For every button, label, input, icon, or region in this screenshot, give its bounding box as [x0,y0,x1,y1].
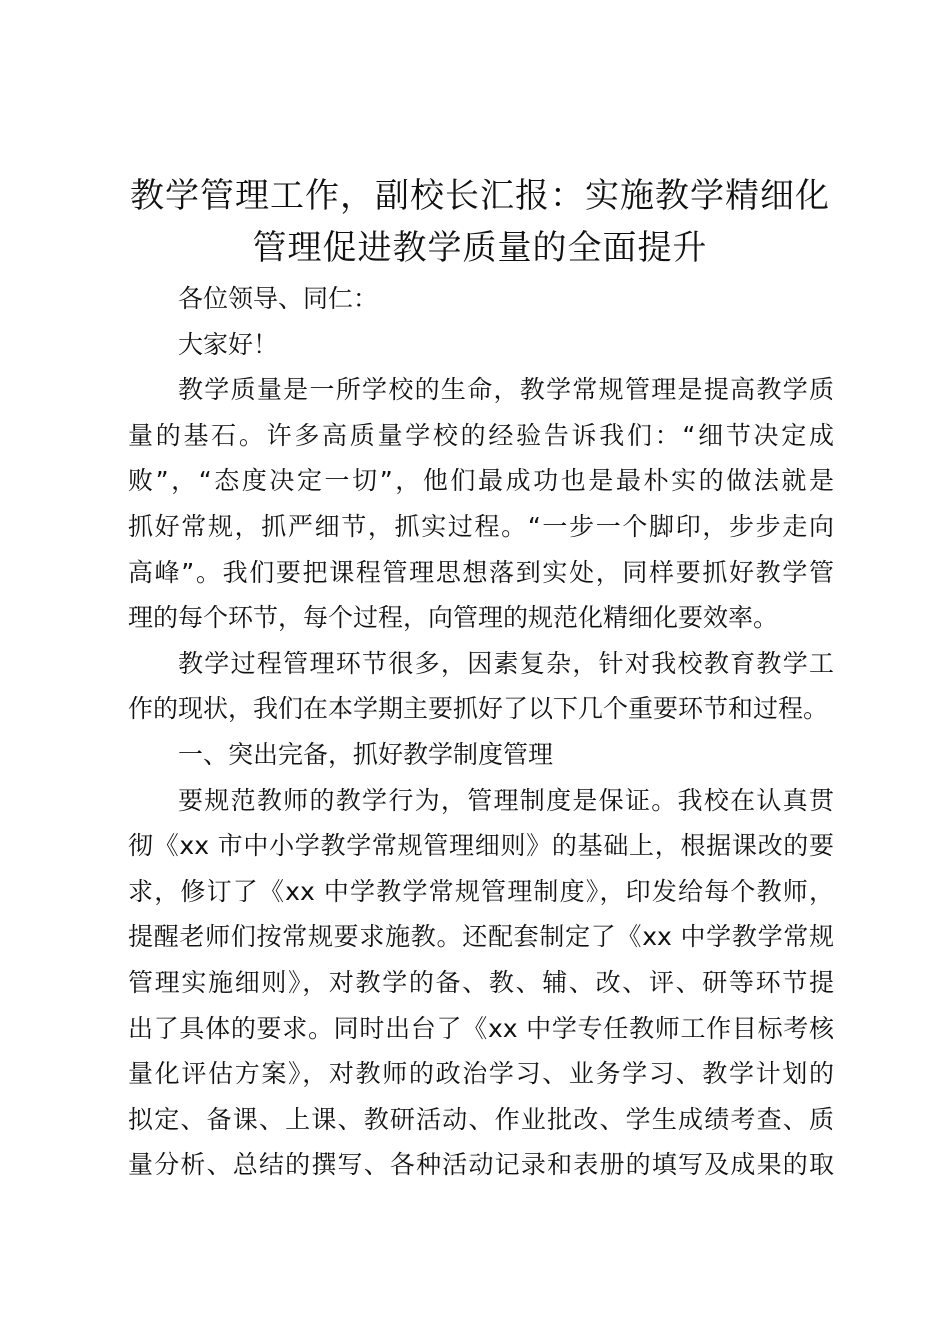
text-line: 理的每个环节，每个过程，向管理的规范化精细化要效率。 [128,603,779,633]
title-line-2: 管理促进教学质量的全面提升 [252,228,708,268]
text-line: 出了具体的要求。同时出台了《xx 中学专任教师工作目标考核 [128,1013,834,1043]
document-body [128,276,834,1188]
text-line: 各位领导、同仁： [178,284,379,313]
text-line: 教学质量是一所学校的生命，教学常规管理是提高教学质 [178,375,834,405]
text-line: 要规范教师的教学行为，管理制度是保证。我校在认真贯 [178,785,834,815]
text-line: 彻《xx 市中小学教学常规管理细则》的基础上，根据课改的要 [128,831,834,861]
title-line-1: 教学管理工作，副校长汇报：实施教学精细化 [130,176,830,216]
text-line: 量的基石。许多高质量学校的经验告诉我们：“细节决定成 [128,420,834,450]
text-line: 量化评估方案》，对教师的政治学习、业务学习、教学计划的 [128,1059,834,1089]
text-line: 败”，“态度决定一切”，他们最成功也是最朴实的做法就是 [128,466,834,496]
text-line: 大家好！ [178,329,279,359]
text-line: 提醒老师们按常规要求施教。还配套制定了《xx 中学教学常规 [128,922,834,952]
text-line: 高峰”。我们要把课程管理思想落到实处，同样要抓好教学管 [128,557,834,587]
text-line: 教学过程管理环节很多，因素复杂，针对我校教育教学工 [178,648,834,678]
text-line: 一、突出完备，抓好教学制度管理 [178,739,554,769]
text-line: 量分析、总结的撰写、各种活动记录和表册的填写及成果的取 [128,1150,834,1180]
text-line: 抓好常规，抓严细节，抓实过程。“一步一个脚印，步步走向 [128,511,834,541]
text-line: 管理实施细则》，对教学的备、教、辅、改、评、研等环节提 [128,967,834,997]
document-title [120,170,840,274]
text-line: 作的现状，我们在本学期主要抓好了以下几个重要环节和过程。 [128,694,829,724]
text-line: 拟定、备课、上课、教研活动、作业批改、学生成绩考查、质 [128,1104,834,1134]
text-line: 求，修订了《xx 中学教学常规管理制度》，印发给每个教师， [128,876,834,906]
